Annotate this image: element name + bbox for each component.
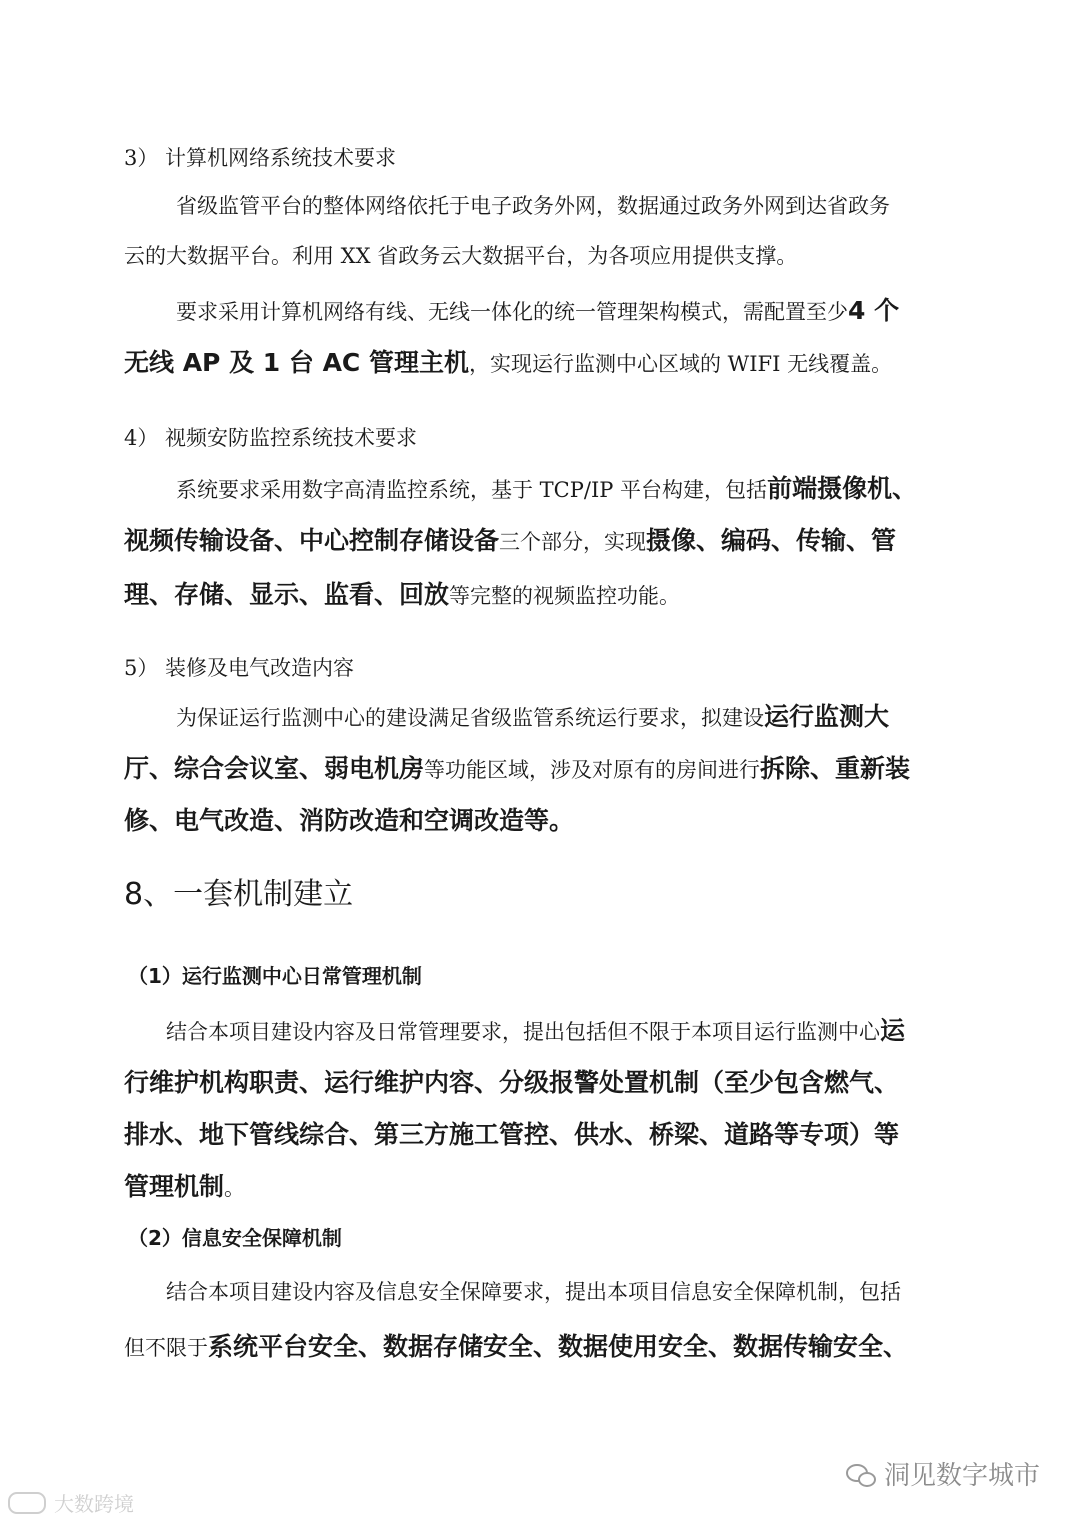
bold-run: 修、电气改造、消防改造和空调改造等。 <box>124 806 575 835</box>
paragraph-line <box>176 704 889 729</box>
bold-run: 4 个 <box>848 296 900 325</box>
bold-run: 拆除、重新装 <box>760 754 911 783</box>
bold-run: 管理机制 <box>124 1172 225 1201</box>
bold-run: 理、存储、显示、监看、回放 <box>124 580 450 609</box>
bold-run: 行维护机构职责、运行维护内容、分级报警处置机制（至少包含燃气、 <box>124 1068 900 1097</box>
text-run: 但不限于 <box>124 1336 208 1360</box>
heading-3: 3） 计算机网络系统技术要求 <box>124 146 397 170</box>
subheading-2: （2）信息安全保障机制 <box>128 1226 342 1250</box>
text-run: 为保证运行监测中心的建设满足省级监管系统运行要求，拟建设 <box>176 706 764 730</box>
text-run: 结合本项目建设内容及日常管理要求，提出包括但不限于本项目运行监测中心 <box>166 1020 880 1044</box>
watermark-text: 洞见数字城市 <box>883 1461 1040 1491</box>
paragraph-line <box>124 808 574 833</box>
heading-4: 4） 视频安防监控系统技术要求 <box>124 426 418 450</box>
paragraph-line: 结合本项目建设内容及信息安全保障要求，提出本项目信息安全保障机制，包括 <box>166 1280 901 1304</box>
bold-run: 运 <box>880 1016 906 1045</box>
bold-run: 厅、综合会议室、弱电机房 <box>124 754 425 783</box>
bold-run: 前端摄像机、 <box>767 474 918 503</box>
heading-5: 5） 装修及电气改造内容 <box>124 656 355 680</box>
text-run: ，实现运行监测中心区域的 WIFI 无线覆盖。 <box>468 352 893 376</box>
paragraph-line <box>124 350 892 375</box>
paragraph-line <box>124 756 910 781</box>
paragraph-line <box>124 1334 908 1359</box>
subheading-1: （1）运行监测中心日常管理机制 <box>128 964 422 988</box>
bold-run: 运行监测大 <box>764 702 890 731</box>
text-run: 系统要求采用数字高清监控系统，基于 TCP/IP 平台构建，包括 <box>176 478 768 502</box>
bold-run: 摄像、编码、传输、管 <box>646 526 897 555</box>
logo-icon <box>8 1492 46 1514</box>
bold-run: 视频传输设备、中心控制存储设备 <box>124 526 500 555</box>
paragraph-line <box>124 582 680 607</box>
paragraph-line <box>124 1174 245 1199</box>
bold-run: 无线 AP 及 1 台 AC 管理主机 <box>124 348 469 377</box>
text-run: 。 <box>224 1176 246 1200</box>
text-run: 要求采用计算机网络有线、无线一体化的统一管理架构模式，需配置至少 <box>176 300 848 324</box>
text-run: 三个部分，实现 <box>499 530 647 554</box>
watermark-text: 大数跨境 <box>54 1492 134 1516</box>
paragraph-line <box>166 1018 905 1043</box>
paragraph-line <box>124 1122 899 1147</box>
bold-run: 系统平台安全、数据存储安全、数据使用安全、数据传输安全、 <box>208 1332 909 1361</box>
bold-run: 排水、地下管线综合、第三方施工管控、供水、桥梁、道路等专项）等 <box>124 1120 900 1149</box>
paragraph-line <box>176 298 899 323</box>
paragraph-line: 云的大数据平台。利用 XX 省政务云大数据平台，为各项应用提供支撑。 <box>124 244 798 268</box>
paragraph-line <box>124 528 896 553</box>
paragraph-line <box>124 1070 899 1095</box>
text-run: 等完整的视频监控功能。 <box>449 584 681 608</box>
paragraph-line: 省级监管平台的整体网络依托于电子政务外网，数据通过政务外网到达省政务 <box>176 194 890 218</box>
watermark-right <box>846 1455 1040 1492</box>
wechat-icon <box>846 1462 876 1486</box>
paragraph-line <box>176 476 917 501</box>
section-title: 8、一套机制建立 <box>124 877 354 912</box>
text-run: 等功能区域，涉及对原有的房间进行 <box>424 758 761 782</box>
watermark-left <box>8 1488 134 1517</box>
